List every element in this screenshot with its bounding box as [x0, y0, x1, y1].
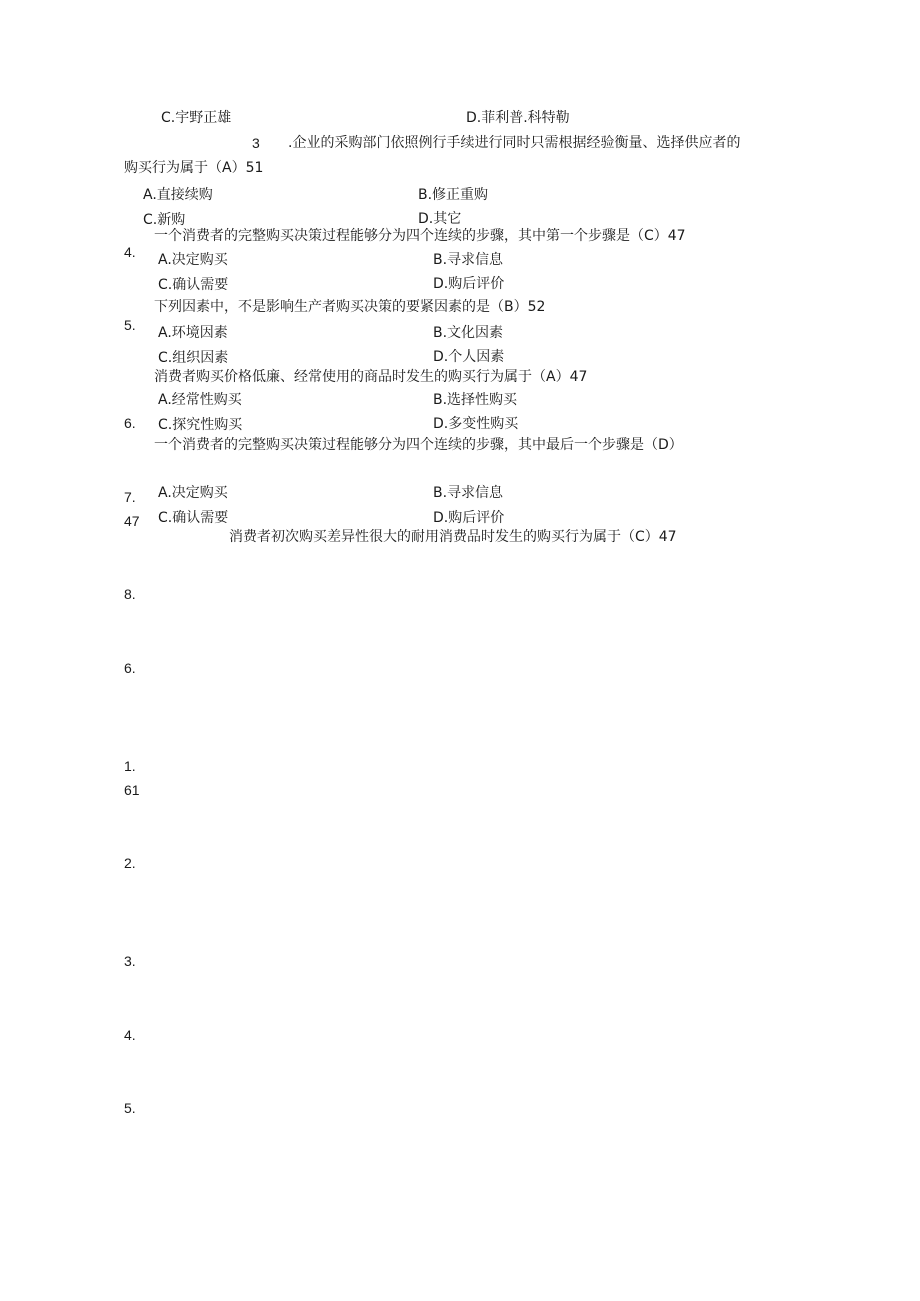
q3-option-c: C.新购 [143, 212, 186, 228]
q3-text-line2: 购买行为属于（A）51 [124, 160, 264, 176]
q5-option-d: D.个人因素 [433, 349, 505, 365]
q4-option-c: C.确认需要 [158, 277, 229, 293]
orphan-number-4: 4. [124, 1027, 136, 1043]
q4-number: 4. [124, 244, 136, 260]
q7-page-ref: 47 [124, 513, 140, 529]
q6-option-c: C.探究性购买 [158, 417, 243, 433]
orphan-number-6: 6. [124, 660, 136, 676]
q6-option-a: A.经常性购买 [158, 392, 242, 408]
q6-option-b: B.选择性购买 [433, 392, 518, 408]
q2-option-c: C.宇野正雄 [161, 110, 232, 126]
q2-option-d: D.菲利普.科特勒 [466, 110, 570, 126]
orphan-number-1: 1. [124, 758, 136, 774]
q3-option-a: A.直接续购 [143, 187, 213, 203]
orphan-page-ref-61: 61 [124, 782, 140, 798]
q7-option-b: B.寻求信息 [433, 485, 504, 501]
q7-option-c: C.确认需要 [158, 510, 229, 526]
q3-option-b: B.修正重购 [418, 187, 489, 203]
q4-option-d: D.购后评价 [433, 276, 505, 292]
q4-option-a: A.决定购买 [158, 252, 228, 268]
q7-number: 7. [124, 489, 136, 505]
q6-number: 6. [124, 415, 136, 431]
q8-number: 8. [124, 586, 136, 602]
q3-number: 3 [252, 135, 260, 151]
q5-option-a: A.环境因素 [158, 325, 228, 341]
q7-option-a: A.决定购买 [158, 485, 228, 501]
q7-text: 一个消费者的完整购买决策过程能够分为四个连续的步骤，其中最后一个步骤是（D） [154, 437, 683, 453]
orphan-number-5: 5. [124, 1100, 136, 1116]
q6-text: 消费者购买价格低廉、经常使用的商品时发生的购买行为属于（A）47 [154, 369, 588, 385]
q5-text: 下列因素中，不是影响生产者购买决策的要紧因素的是（B）52 [154, 299, 546, 315]
q4-text: 一个消费者的完整购买决策过程能够分为四个连续的步骤，其中第一个步骤是（C）47 [154, 228, 686, 244]
q4-option-b: B.寻求信息 [433, 252, 504, 268]
orphan-number-3: 3. [124, 953, 136, 969]
q6-option-d: D.多变性购买 [433, 416, 519, 432]
q3-text-line1: .企业的采购部门依照例行手续进行同时只需根据经验衡量、选择供应者的 [288, 135, 741, 151]
q8-text: 消费者初次购买差异性很大的耐用消费品时发生的购买行为属于（C）47 [229, 529, 677, 545]
q5-number: 5. [124, 317, 136, 333]
orphan-number-2: 2. [124, 855, 136, 871]
q3-option-d: D.其它 [418, 211, 462, 227]
q7-option-d: D.购后评价 [433, 510, 505, 526]
q5-option-b: B.文化因素 [433, 325, 504, 341]
q5-option-c: C.组织因素 [158, 350, 229, 366]
